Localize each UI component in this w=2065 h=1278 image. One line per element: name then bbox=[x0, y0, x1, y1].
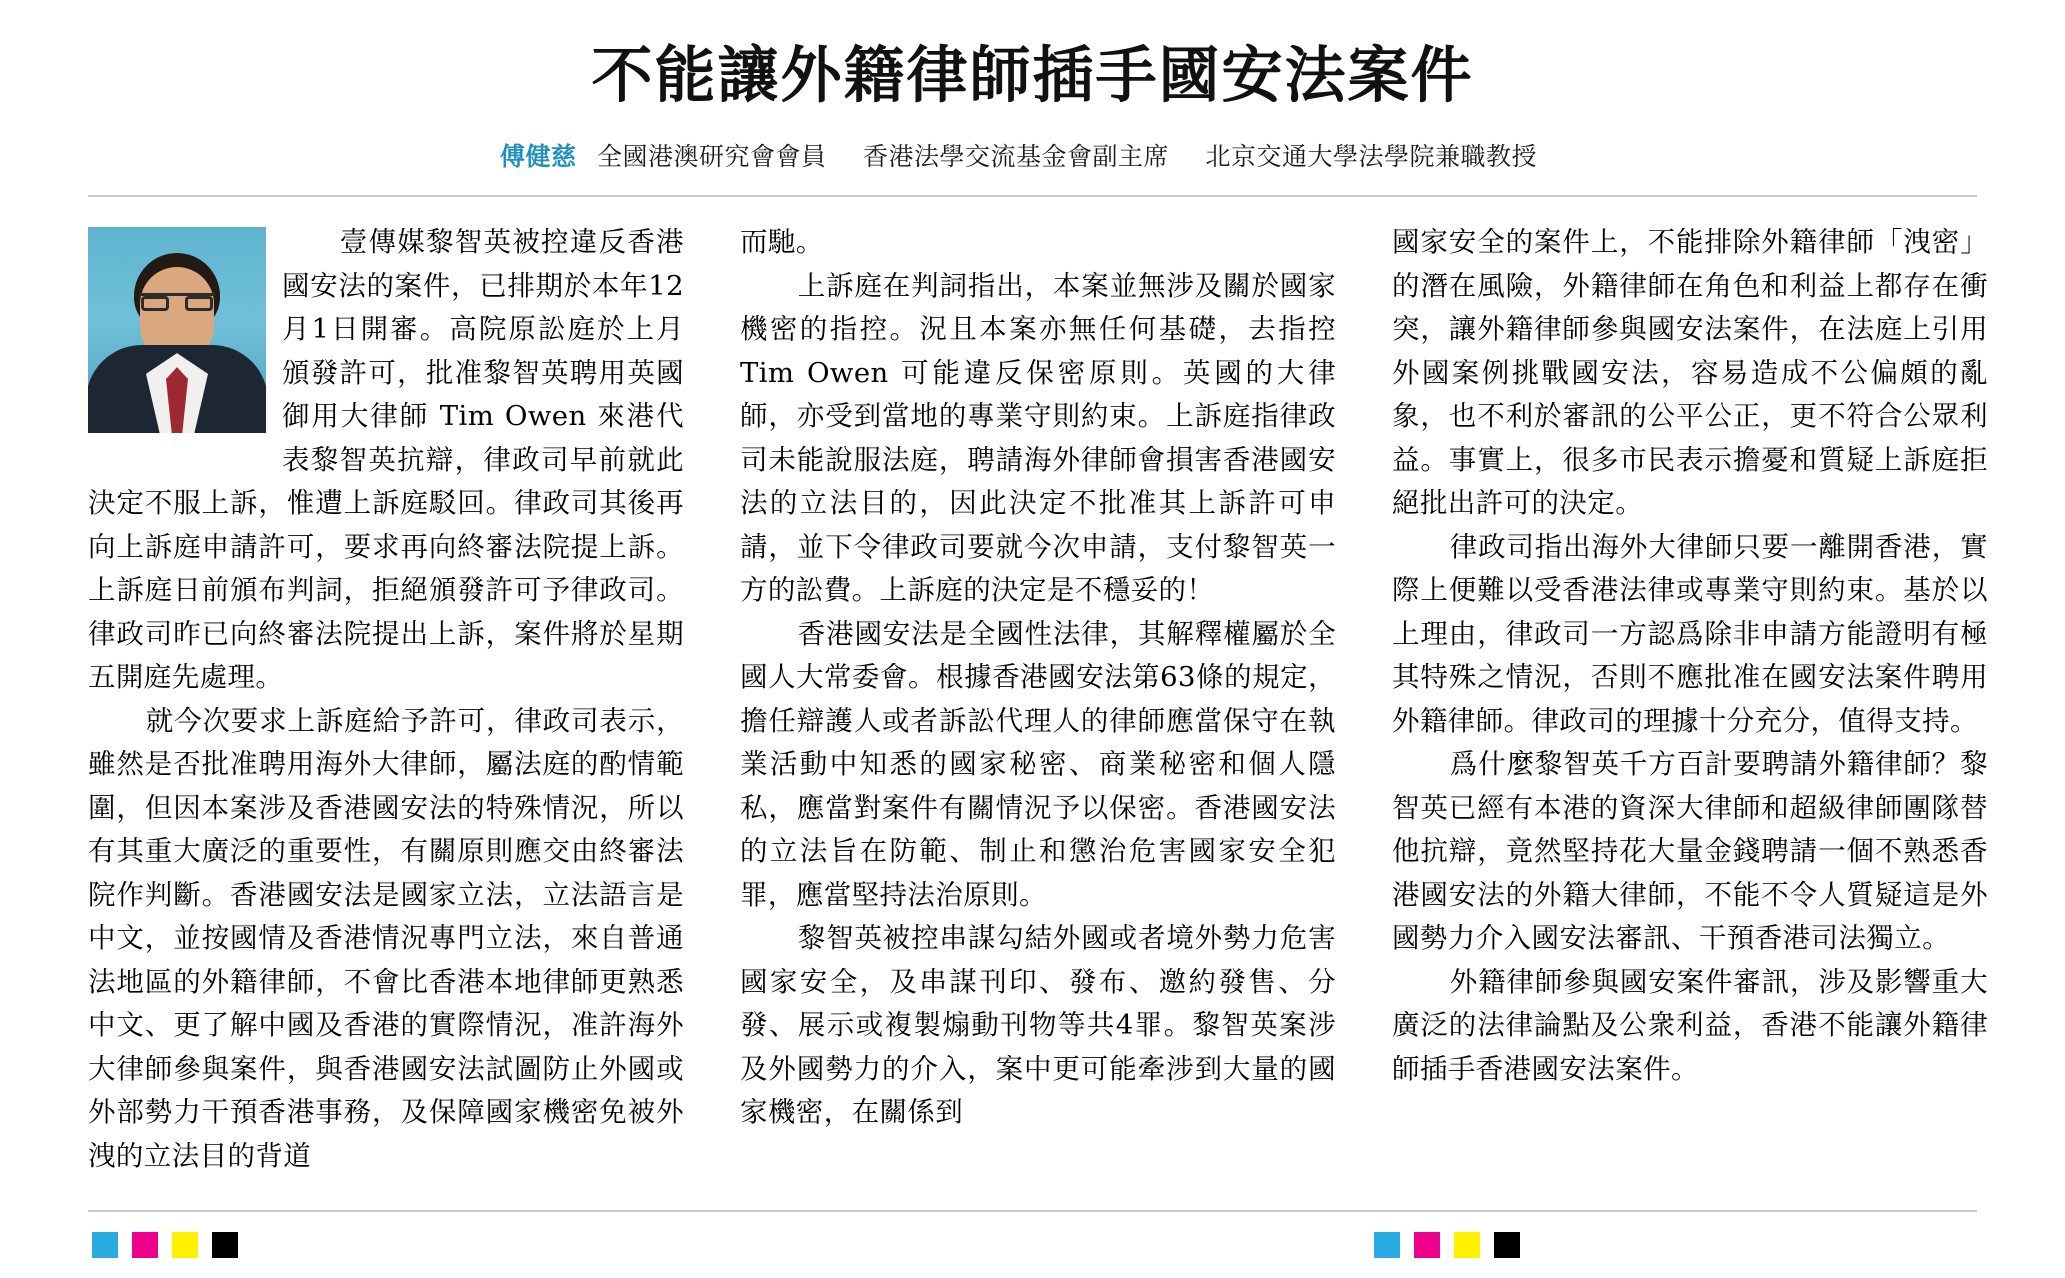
page-title: 不能讓外籍律師插手國安法案件 bbox=[591, 40, 1474, 111]
byline-credential-1: 全國港澳研究會會員 bbox=[597, 142, 827, 172]
article-columns bbox=[88, 221, 1988, 1178]
paragraph: 爲什麼黎智英千方百計要聘請外籍律師？黎智英已經有本港的資深大律師和超級律師團隊替他抗辯，竟然堅持花大量金錢聘請一個不熟悉香港國安法的外籍大律師，不能不令人質疑這是外國勢力介入國安法審訊、干預香港司法獨立。 bbox=[1392, 748, 1988, 955]
swatch-yellow bbox=[1454, 1232, 1480, 1258]
swatch-magenta bbox=[1414, 1232, 1440, 1258]
paragraph: 香港國安法是全國性法律，其解釋權屬於全國人大常委會。根據香港國安法第63條的規定，擔任辯護人或者訴訟代理人的律師應當保守在執業活動中知悉的國家秘密、商業秘密和個人隱私，應當對案件有關情況予以保密。香港國安法的立法旨在防範、制止和懲治危害國家安全犯罪，應當堅持法治原則。 bbox=[740, 617, 1336, 911]
paragraph: 上訴庭在判詞指出，本案並無涉及關於國家機密的指控。況且本案亦無任何基礎，去指控 Tim Owen 可能違反保密原則。英國的大律師，亦受到當地的專業守則約束。上訴庭指律政司未能說服法庭，聘請海外律師會損害香港國安法的立法目的，因此決定不批准其上訴許可申請，並下令律政司要就今次申請，支付黎智英一方的訟費。上訴庭的決定是不穩妥的！ bbox=[740, 269, 1336, 607]
swatch-cyan bbox=[1374, 1232, 1400, 1258]
article-column-1 bbox=[88, 221, 684, 1178]
paragraph: 壹傳媒黎智英被控違反香港國安法的案件，已排期於本年12月1日開審。高院原訟庭於上月頒發許可，批准黎智英聘用英國御用大律師 Tim Owen 來港代表黎智英抗辯，律政司早前就此決定不服上訴，惟遭上訴庭駁回。律政司其後再向上訴庭申請許可，要求再向終審法院提上訴。上訴庭日前頒布判詞，拒絕頒發許可予律政司。律政司昨已向終審法院提出上訴，案件將於星期五開庭先處理。 bbox=[88, 226, 684, 694]
paragraph: 國家安全的案件上，不能排除外籍律師「洩密」的潛在風險，外籍律師在角色和利益上都存在衝突，讓外籍律師參與國安法案件，在法庭上引用外國案例挑戰國安法，容易造成不公偏頗的亂象，也不利於審訊的公平公正，更不符合公眾利益。事實上，很多市民表示擔憂和質疑上訴庭拒絕批出許可的決定。 bbox=[1392, 226, 1988, 520]
paragraph: 而馳。 bbox=[740, 226, 824, 259]
swatch-black bbox=[212, 1232, 238, 1258]
swatch-black bbox=[1494, 1232, 1520, 1258]
portrait-glasses bbox=[139, 293, 215, 309]
footer-divider bbox=[88, 1210, 1977, 1212]
article-column-2 bbox=[740, 221, 1336, 1178]
byline bbox=[88, 137, 1977, 173]
byline-credential-2: 香港法學交流基金會副主席 bbox=[862, 142, 1169, 172]
registration-swatches-left bbox=[92, 1232, 238, 1258]
swatch-magenta bbox=[132, 1232, 158, 1258]
author-portrait bbox=[88, 227, 266, 433]
article-column-3 bbox=[1392, 221, 1988, 1178]
swatch-yellow bbox=[172, 1232, 198, 1258]
swatch-cyan bbox=[92, 1232, 118, 1258]
registration-swatches-right bbox=[1374, 1232, 1520, 1258]
header-divider bbox=[88, 195, 1977, 197]
byline-credential-3: 北京交通大學法學院兼職教授 bbox=[1205, 142, 1537, 172]
paragraph: 律政司指出海外大律師只要一離開香港，實際上便難以受香港法律或專業守則約束。基於以上理由，律政司一方認爲除非申請方能證明有極其特殊之情況，否則不應批准在國安法案件聘用外籍律師。律政司的理據十分充分，值得支持。 bbox=[1392, 530, 1988, 737]
paragraph: 就今次要求上訴庭給予許可，律政司表示，雖然是否批准聘用海外大律師，屬法庭的酌情範圍，但因本案涉及香港國安法的特殊情況，所以有其重大廣泛的重要性，有關原則應交由終審法院作判斷。香港國安法是國家立法，立法語言是中文，並按國情及香港情況專門立法，來自普通法地區的外籍律師，不會比香港本地律師更熟悉中文、更了解中國及香港的實際情況，准許海外大律師參與案件，與香港國安法試圖防止外國或外部勢力干預香港事務，及保障國家機密免被外洩的立法目的背道 bbox=[88, 704, 684, 1172]
byline-author: 傅健慈 bbox=[500, 142, 577, 172]
paragraph: 外籍律師參與國安案件審訊，涉及影響重大廣泛的法律論點及公衆利益，香港不能讓外籍律師插手香港國安法案件。 bbox=[1392, 965, 1988, 1085]
paragraph: 黎智英被控串謀勾結外國或者境外勢力危害國家安全，及串謀刊印、發布、邀約發售、分發、展示或複製煽動刊物等共4罪。黎智英案涉及外國勢力的介入，案中更可能牽涉到大量的國家機密，在關係到 bbox=[740, 922, 1336, 1129]
